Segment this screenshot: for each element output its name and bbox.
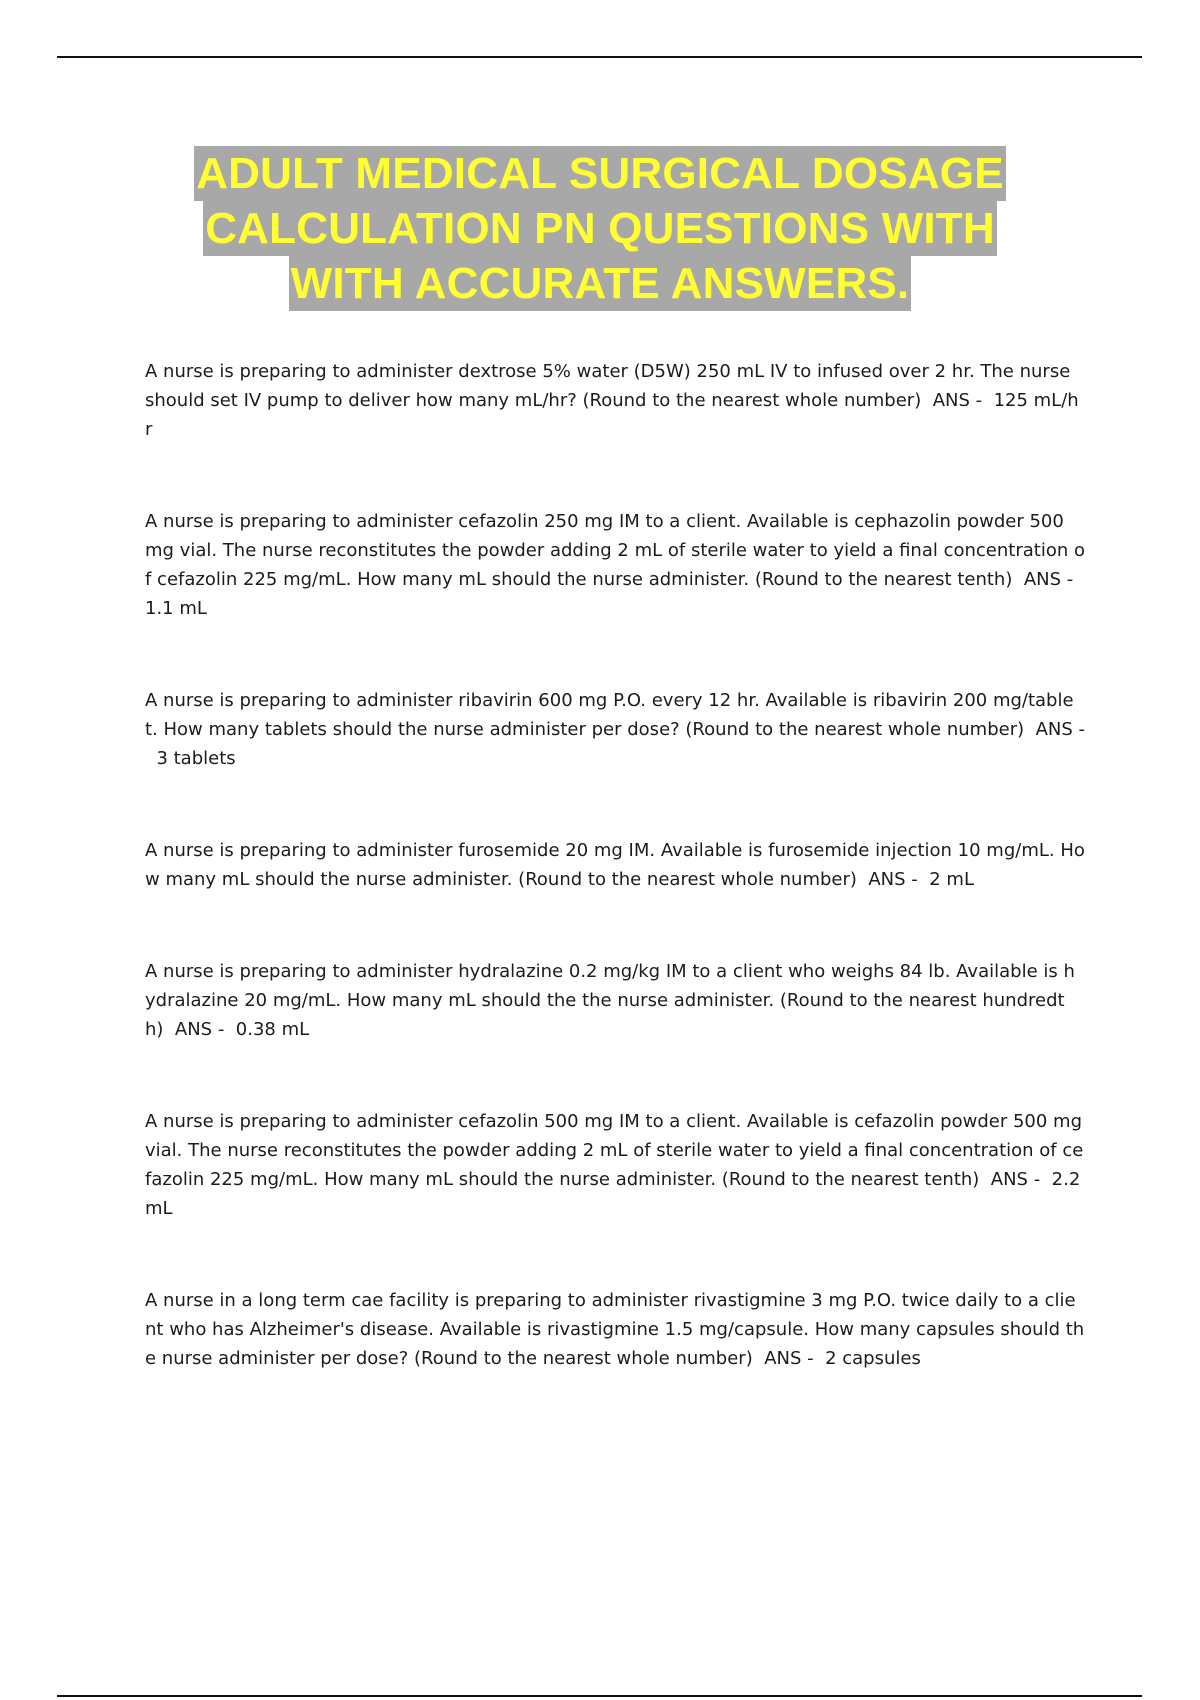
question-item — [145, 357, 1085, 444]
answer-label: ANS - — [990, 1169, 1041, 1190]
answer-text: 3 tablets — [156, 748, 236, 769]
question-list — [145, 357, 1085, 1373]
title-line-3: WITH ACCURATE ANSWERS. — [289, 256, 912, 311]
question-text: A nurse is preparing to administer dextrose 5% water (D5W) 250 mL IV to infused over 2 hr. The nurse should set IV pump to deliver how many mL/hr? (Round to the nearest whole number) — [145, 361, 1071, 411]
document-title — [0, 146, 1200, 311]
question-text: A nurse is preparing to administer ribavirin 600 mg P.O. every 12 hr. Available is ribavirin 200 mg/tablet. How many tablets should the nurse administer per dose? (Round to the nearest whole number) — [145, 690, 1074, 740]
answer-label: ANS - — [1023, 569, 1074, 590]
question-text: A nurse is preparing to administer cefazolin 250 mg IM to a client. Available is cephazolin powder 500 mg vial. The nurse reconstitutes the powder adding 2 mL of sterile water to yield a final concentration of cefazolin 225 mg/mL. How many mL should the nurse administer. (Round to the nearest tenth) — [145, 511, 1085, 590]
answer-text: 2 capsules — [825, 1348, 921, 1369]
top-divider — [57, 56, 1142, 58]
title-line-1: ADULT MEDICAL SURGICAL DOSAGE — [194, 146, 1006, 201]
question-text: A nurse is preparing to administer furosemide 20 mg IM. Available is furosemide injection 10 mg/mL. How many mL should the nurse administer. (Round to the nearest whole number) — [145, 840, 1085, 890]
question-text: A nurse in a long term cae facility is preparing to administer rivastigmine 3 mg P.O. twice daily to a client who has Alzheimer's disease. Available is rivastigmine 1.5 mg/capsule. How many capsules should the nurse administer per dose? (Round to the nearest whole number) — [145, 1290, 1085, 1369]
answer-text: 2 mL — [929, 869, 974, 890]
answer-label: ANS - — [764, 1348, 814, 1369]
answer-text: 1.1 mL — [145, 598, 207, 619]
answer-label: ANS - — [1035, 719, 1086, 740]
question-item — [145, 1107, 1085, 1223]
answer-label: ANS - — [174, 1019, 225, 1040]
answer-text: 0.38 mL — [235, 1019, 310, 1040]
answer-text: 125 mL/hr — [145, 390, 1079, 440]
bottom-divider — [57, 1695, 1142, 1697]
question-item — [145, 836, 1085, 894]
question-item — [145, 507, 1085, 623]
answer-text: 2.2 mL — [145, 1169, 1081, 1219]
title-line-2: CALCULATION PN QUESTIONS WITH — [203, 201, 997, 256]
answer-label: ANS - — [868, 869, 918, 890]
question-item — [145, 1286, 1085, 1373]
question-item — [145, 686, 1085, 773]
question-item — [145, 957, 1085, 1044]
question-text: A nurse is preparing to administer hydralazine 0.2 mg/kg IM to a client who weighs 84 lb. Available is hydralazine 20 mg/mL. How many mL should the the nurse administer. (Round to the nearest hundredth) — [145, 961, 1075, 1040]
answer-label: ANS - — [932, 390, 983, 411]
question-text: A nurse is preparing to administer cefazolin 500 mg IM to a client. Available is cefazolin powder 500 mg vial. The nurse reconstitutes the powder adding 2 mL of sterile water to yield a final concentration of cefazolin 225 mg/mL. How many mL should the nurse administer. (Round to the nearest tenth) — [145, 1111, 1084, 1190]
